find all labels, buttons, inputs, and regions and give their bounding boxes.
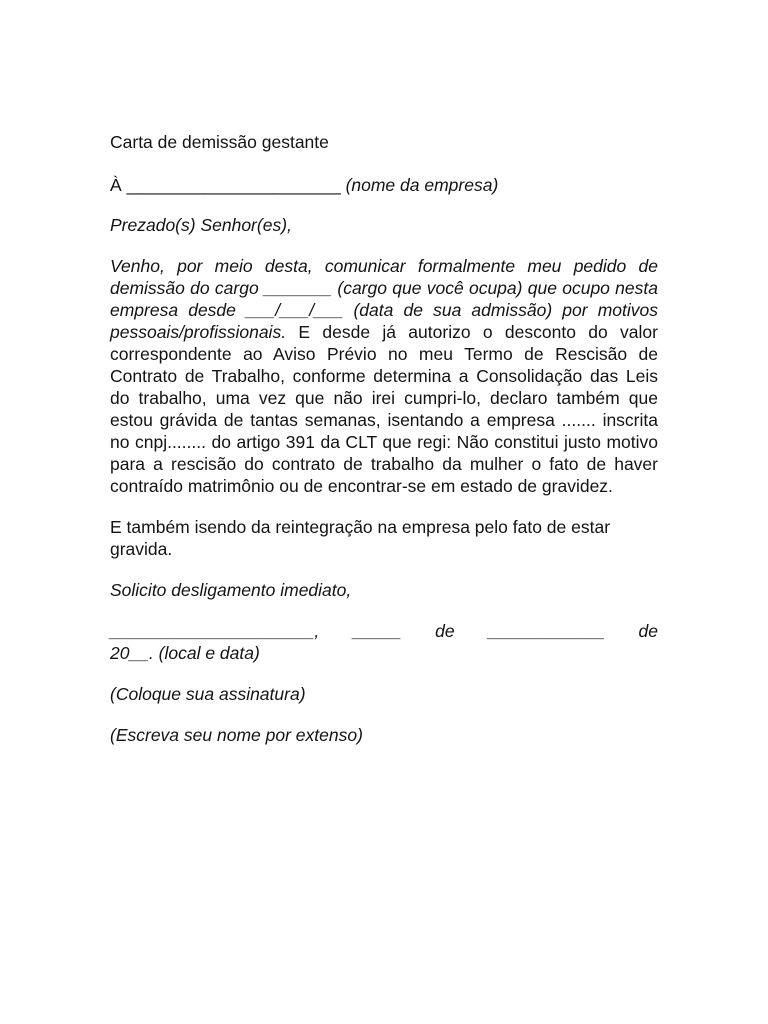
recipient-blank: ______________________: [126, 175, 341, 195]
body-paragraph: [110, 255, 658, 497]
full-name-hint: (Escreva seu nome por extenso): [110, 725, 363, 745]
body-part-italic: Venho, por meio desta, comunicar formalmente meu pedido de demissão do cargo _______ (cargo que você ocupa) que ocupo nesta empresa desde ___/___/___ (data de sua admissão) por motivos pessoais/profissionais.: [110, 256, 658, 342]
date-line-label: 20__. (local e data): [110, 643, 260, 663]
closing-line: Solicito desligamento imediato,: [110, 580, 352, 600]
salutation: Prezado(s) Senhor(es),: [110, 215, 292, 235]
recipient-hint: (nome da empresa): [345, 175, 499, 195]
date-block: [110, 620, 658, 664]
date-line-fill: _____________________, _____ de ____________ de: [110, 621, 658, 641]
body-part-regular: E desde já autorizo o desconto do valor correspondente ao Aviso Prévio no meu Termo de Rescisão de Contrato de Trabalho, conforme determina a Consolidação das Leis do trabalho, uma vez que não irei cumpri-lo, declaro também que estou grávida de tantas semanas, isentando a empresa ....... inscrita no cnpj........ do artigo 391 da CLT que regi: Não constitui justo motivo para a rescisão do contrato de trabalho da mulher o fato de haver contraído matrimônio ou de encontrar-se em estado de gravidez.: [110, 322, 658, 496]
recipient-line: [110, 174, 658, 196]
letter-title: Carta de demissão gestante: [110, 132, 329, 152]
reinstatement-paragraph: E também isendo da reintegração na empresa pelo fato de estar gravida.: [110, 517, 611, 559]
letter-page: [110, 131, 658, 765]
recipient-prefix: À: [110, 175, 122, 195]
signature-hint: (Coloque sua assinatura): [110, 684, 306, 704]
